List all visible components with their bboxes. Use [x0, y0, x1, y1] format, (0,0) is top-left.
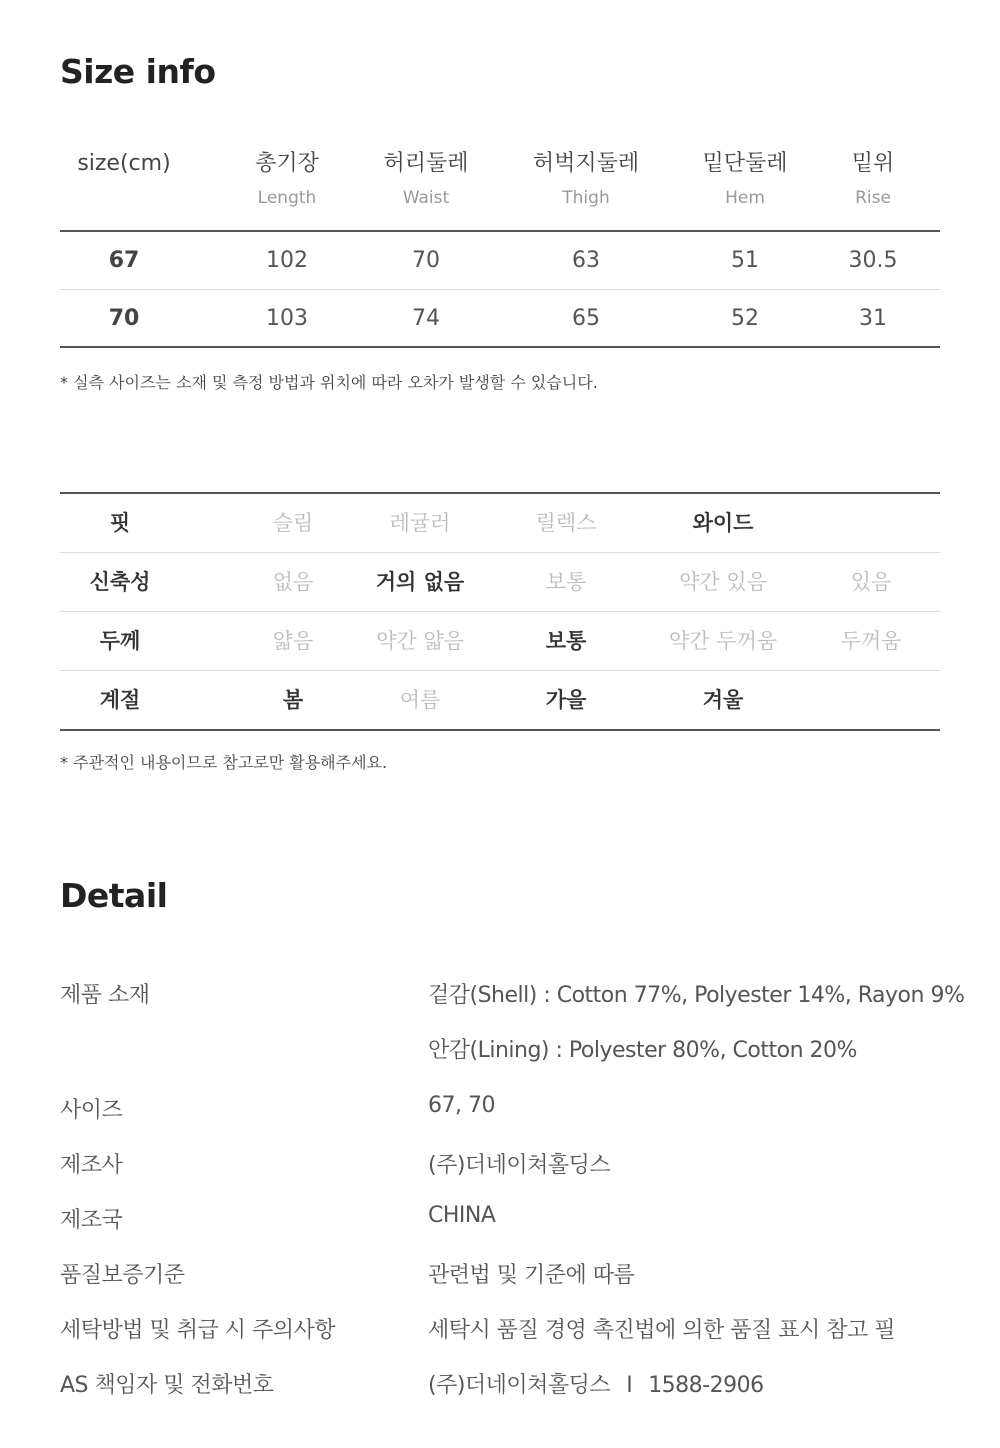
header-length: [207, 148, 367, 208]
detail-value: 안감(Lining) : Polyester 80%, Cotton 20%: [428, 1038, 857, 1063]
row-size: 67: [108, 248, 140, 273]
detail-row-maker: [60, 1148, 960, 1188]
detail-label: 제품 소재: [60, 983, 150, 1008]
size-table-header: [60, 130, 940, 232]
header-waist-ko: 허리둘레: [383, 151, 469, 176]
header-length-en: Length: [257, 188, 317, 208]
detail-label: 품질보증기준: [60, 1263, 185, 1288]
attribute-option: 레귤러: [389, 511, 451, 535]
header-rise: [793, 148, 953, 208]
detail-title: Detail: [60, 876, 168, 915]
attribute-label: 신축성: [89, 570, 151, 594]
separator: I: [626, 1373, 633, 1398]
detail-value: 67, 70: [428, 1093, 495, 1118]
detail-row-material: [60, 978, 965, 1018]
as-phone: 1588-2906: [648, 1373, 764, 1398]
size-info-title: Size info: [60, 52, 216, 91]
attribute-row: [60, 494, 940, 553]
attribute-row: [60, 671, 940, 729]
attribute-label: 두께: [99, 629, 141, 653]
cell-hem: 51: [731, 248, 759, 273]
as-company: (주)더네이쳐홀딩스: [428, 1373, 611, 1398]
attribute-label: 계절: [99, 688, 141, 712]
attribute-option: 겨울: [702, 688, 744, 712]
detail-value: 세탁시 품질 경영 촉진법에 의한 품질 표시 참고 필: [428, 1318, 895, 1343]
header-thigh-ko: 허벅지둘레: [532, 151, 640, 176]
attribute-row: [60, 612, 940, 671]
header-thigh: [506, 148, 666, 208]
attribute-row: [60, 553, 940, 612]
cell-rise: 30.5: [848, 248, 898, 273]
attribute-option: 약간 얇음: [376, 629, 464, 653]
attribute-table: [60, 492, 940, 731]
attribute-option: 슬림: [272, 511, 314, 535]
attribute-label: 핏: [109, 511, 131, 535]
attribute-option: 릴렉스: [535, 511, 597, 535]
detail-label: 제조사: [60, 1153, 123, 1178]
detail-label: 세탁방법 및 취급 시 주의사항: [60, 1318, 335, 1343]
cell-rise: 31: [859, 306, 887, 331]
attribute-option: 두꺼움: [840, 629, 902, 653]
cell-waist: 70: [412, 248, 440, 273]
detail-row-care: [60, 1313, 960, 1353]
header-length-ko: 총기장: [255, 151, 319, 176]
header-waist: [346, 148, 506, 208]
attribute-option: 보통: [545, 629, 587, 653]
attribute-option: 있음: [850, 570, 892, 594]
header-rise-en: Rise: [855, 188, 891, 208]
attribute-note: * 주관적인 내용이므로 참고로만 활용해주세요.: [60, 753, 388, 772]
size-note: * 실측 사이즈는 소재 및 측정 방법과 위치에 따라 오차가 발생할 수 있습니다.: [60, 373, 598, 392]
cell-waist: 74: [412, 306, 440, 331]
cell-length: 102: [266, 248, 308, 273]
detail-row-as: [60, 1368, 960, 1408]
attribute-option: 없음: [272, 570, 314, 594]
attribute-option: 보통: [545, 570, 587, 594]
detail-value: 관련법 및 기준에 따름: [428, 1263, 635, 1288]
header-size-label: size(cm): [77, 151, 171, 176]
header-thigh-en: Thigh: [562, 188, 610, 208]
attribute-option: 가을: [545, 688, 587, 712]
detail-value: (주)더네이쳐홀딩스: [428, 1153, 611, 1178]
attribute-option: 거의 없음: [375, 570, 465, 594]
detail-value: CHINA: [428, 1203, 496, 1228]
attribute-option: 약간 있음: [679, 570, 767, 594]
header-hem-en: Hem: [725, 188, 765, 208]
attribute-option: 약간 두꺼움: [668, 629, 778, 653]
row-size: 70: [108, 306, 140, 331]
header-rise-ko: 밑위: [851, 151, 895, 176]
cell-length: 103: [266, 306, 308, 331]
detail-label: 제조국: [60, 1208, 123, 1233]
detail-row-material-lining: [60, 1033, 960, 1073]
size-table: [60, 130, 940, 348]
detail-label: 사이즈: [60, 1098, 123, 1123]
cell-thigh: 65: [572, 306, 600, 331]
attribute-option: 와이드: [692, 511, 754, 535]
detail-value: 겉감(Shell) : Cotton 77%, Polyester 14%, Rayon 9%: [428, 983, 965, 1008]
attribute-option: 봄: [282, 688, 304, 712]
detail-label: AS 책임자 및 전화번호: [60, 1373, 274, 1398]
table-row: [60, 290, 940, 348]
detail-row-country: [60, 1203, 960, 1243]
table-row: [60, 232, 940, 290]
cell-hem: 52: [731, 306, 759, 331]
cell-thigh: 63: [572, 248, 600, 273]
header-hem-ko: 밑단둘레: [702, 151, 788, 176]
detail-value: [428, 1368, 764, 1399]
attribute-option: 여름: [399, 688, 441, 712]
header-waist-en: Waist: [402, 188, 450, 208]
detail-row-size: [60, 1093, 960, 1133]
header-size: [44, 148, 204, 180]
detail-row-quality: [60, 1258, 960, 1298]
attribute-option: 얇음: [272, 629, 314, 653]
